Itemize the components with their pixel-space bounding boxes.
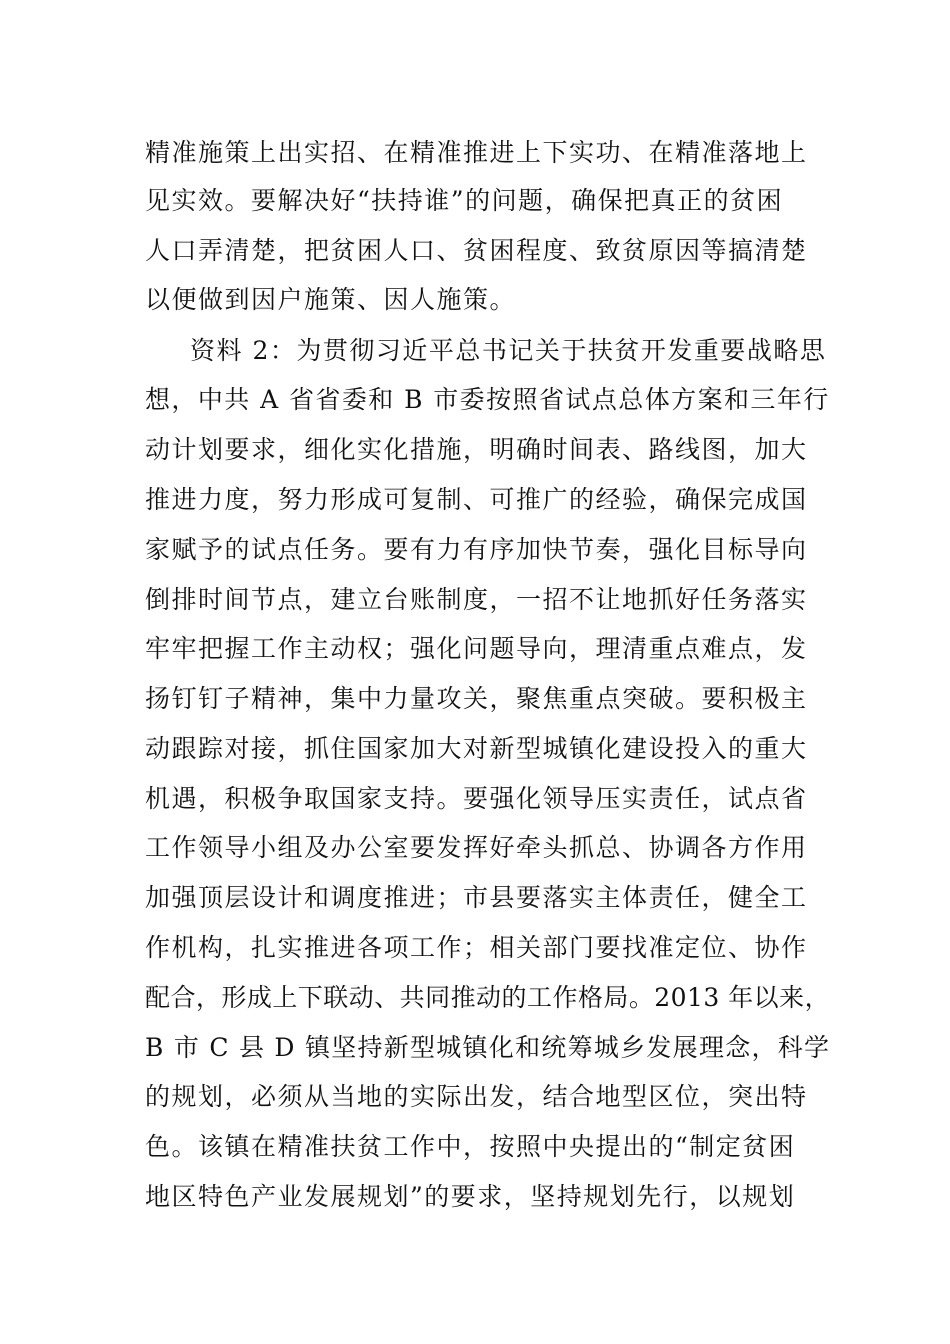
- text-line-6: 想，中共 A 省省委和 B 市委按照省试点总体方案和三年行: [145, 385, 830, 414]
- text-line-7: 动计划要求，细化实化措施，明确时间表、路线图，加大: [145, 435, 808, 464]
- text-line-3: 人口弄清楚，把贫困人口、贫困程度、致贫原因等搞清楚: [145, 236, 808, 265]
- text-line-11: 牢牢把握工作主动权；强化问题导向，理清重点难点，发: [145, 634, 808, 663]
- text-line-15: 工作领导小组及办公室要发挥好牵头抓总、协调各方作用: [145, 833, 808, 862]
- text-line-8: 推进力度，努力形成可复制、可推广的经验，确保完成国: [145, 485, 808, 514]
- text-line-13: 动跟踪对接，抓住国家加大对新型城镇化建设投入的重大: [145, 734, 808, 763]
- text-line-4: 以便做到因户施策、因人施策。: [145, 285, 517, 314]
- text-line-2: 见实效。要解决好“扶持谁”的问题，确保把真正的贫困: [145, 186, 784, 215]
- text-line-17: 作机构，扎实推进各项工作；相关部门要找准定位、协作: [145, 933, 808, 962]
- text-line-10: 倒排时间节点，建立台账制度，一招不让地抓好任务落实: [145, 585, 808, 614]
- text-line-22: 地区特色产业发展规划”的要求，坚持规划先行，以规划: [145, 1182, 796, 1211]
- text-line-19: B 市 C 县 D 镇坚持新型城镇化和统筹城乡发展理念，科学: [145, 1033, 831, 1062]
- text-line-21: 色。该镇在精准扶贫工作中，按照中央提出的“制定贫困: [145, 1132, 796, 1161]
- text-line-5: 资料 2：为贯彻习近平总书记关于扶贫开发重要战略思: [190, 336, 827, 365]
- text-line-16: 加强顶层设计和调度推进；市县要落实主体责任，健全工: [145, 883, 808, 912]
- text-line-12: 扬钉钉子精神，集中力量攻关，聚焦重点突破。要积极主: [145, 684, 808, 713]
- text-line-1: 精准施策上出实招、在精准推进上下实功、在精准落地上: [145, 138, 808, 167]
- text-line-9: 家赋予的试点任务。要有力有序加快节奏，强化目标导向: [145, 535, 808, 564]
- text-line-14: 机遇，积极争取国家支持。要强化领导压实责任，试点省: [145, 784, 808, 813]
- text-line-18: 配合，形成上下联动、共同推动的工作格局。2013 年以来，: [145, 983, 831, 1012]
- text-line-20: 的规划，必须从当地的实际出发，结合地型区位，突出特: [145, 1082, 808, 1111]
